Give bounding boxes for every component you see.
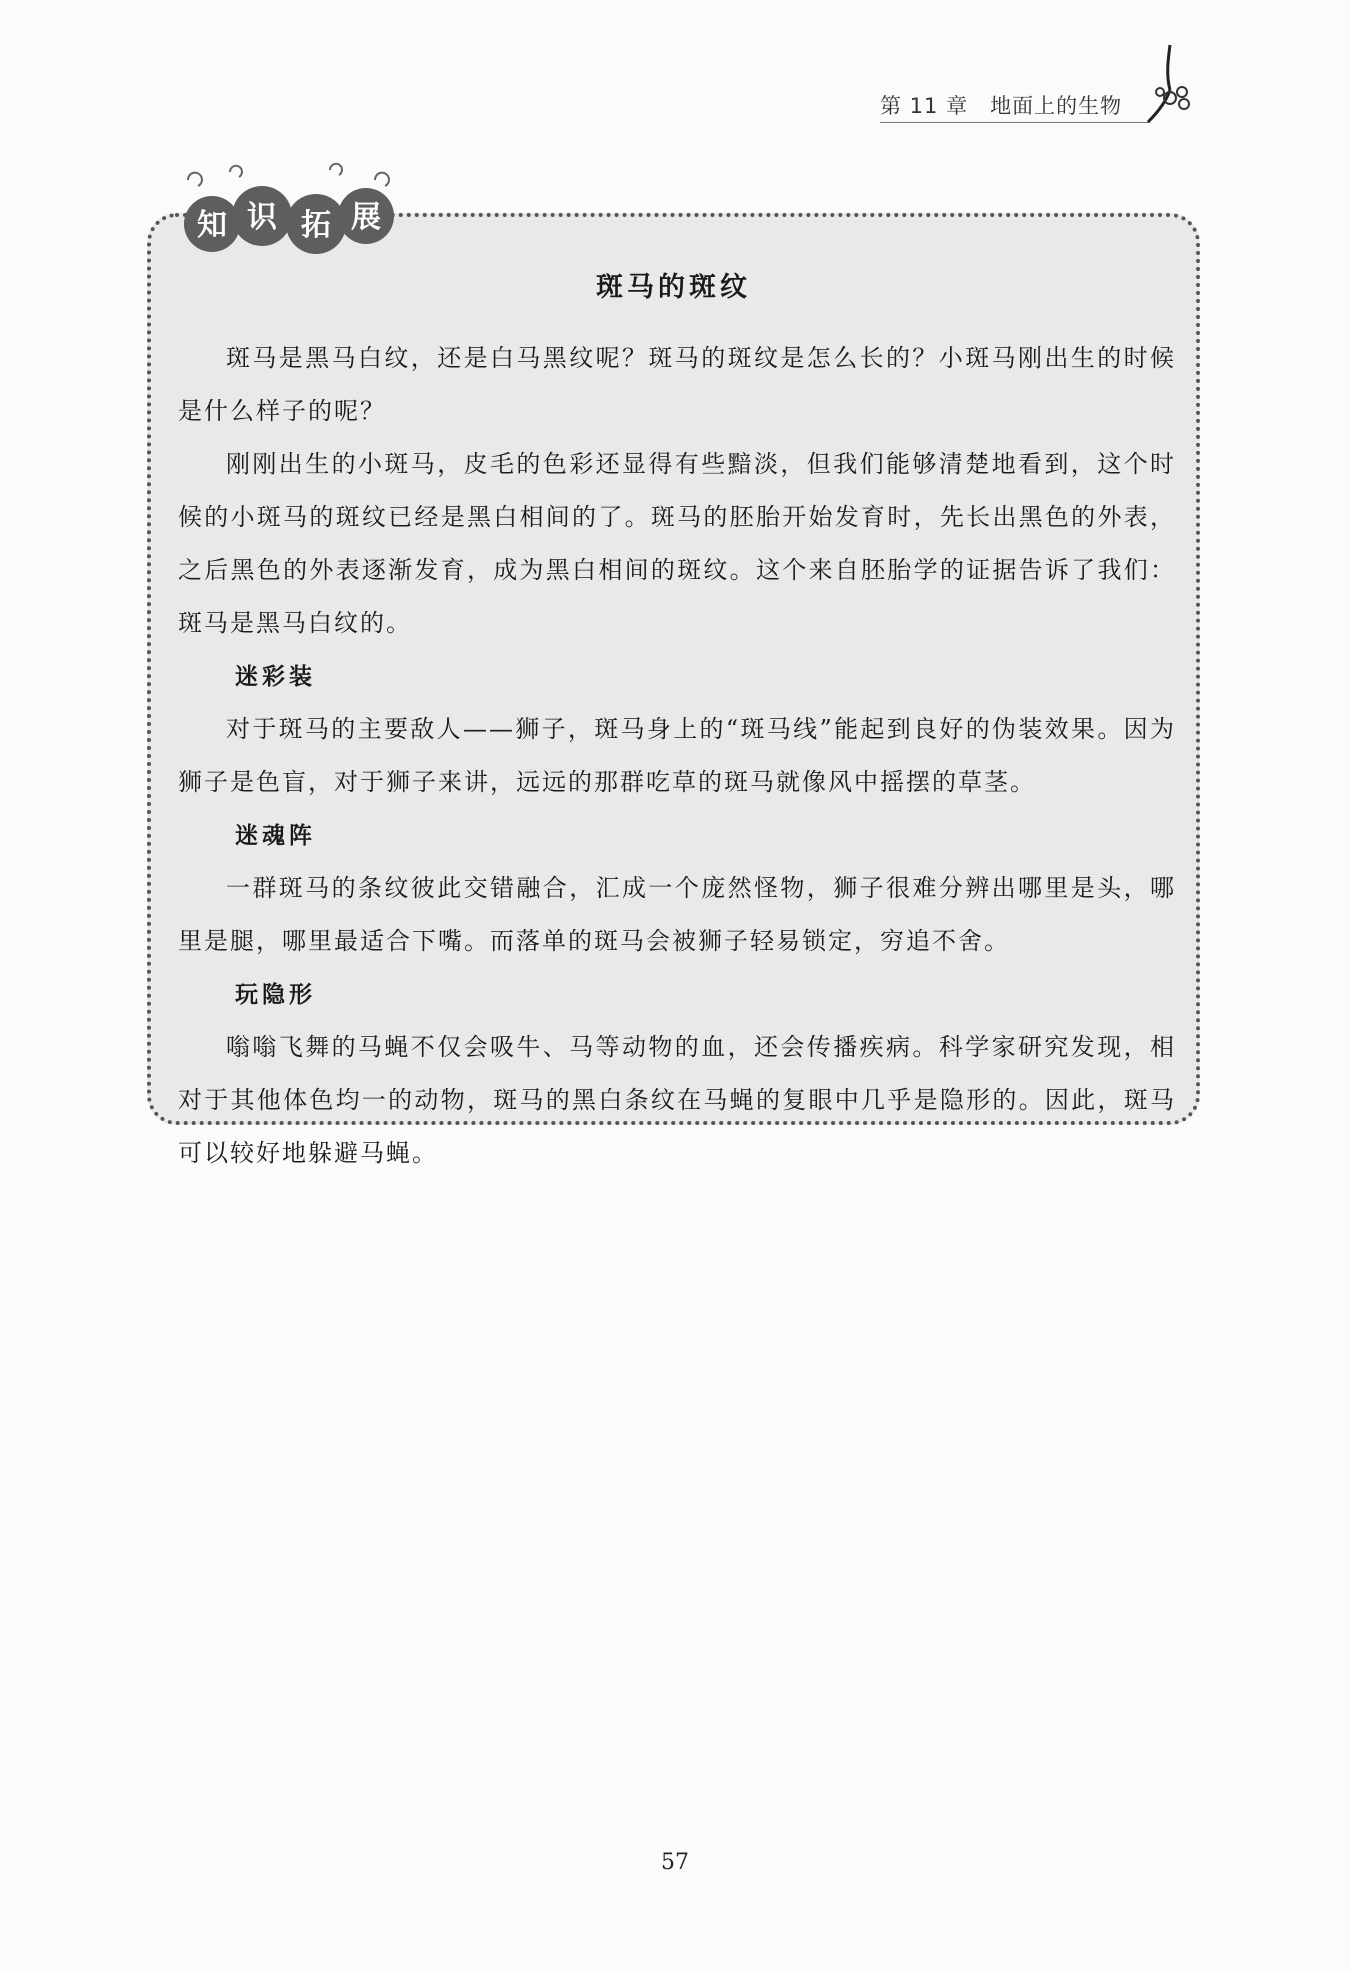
floral-ornament-icon	[1140, 40, 1200, 130]
knowledge-extension-badge	[170, 158, 400, 268]
badge-char: 识	[247, 200, 277, 235]
swirl-decoration-icon	[188, 164, 389, 186]
paragraph: 刚刚出生的小斑马，皮毛的色彩还显得有些黯淡，但我们能够清楚地看到，这个时候的小斑马的斑纹已经是黑白相间的了。斑马的胚胎开始发育时，先长出黑色的外表，之后黑色的外表逐渐发育，成为黑白相间的斑纹。这个来自胚胎学的证据告诉了我们：斑马是黑马白纹的。	[178, 450, 1176, 637]
article-title: 斑马的斑纹	[596, 272, 751, 303]
section-heading: 迷彩装	[235, 663, 316, 690]
paragraph: 嗡嗡飞舞的马蝇不仅会吸牛、马等动物的血，还会传播疾病。科学家研究发现，相对于其他体色均一的动物，斑马的黑白条纹在马蝇的复眼中几乎是隐形的。因此，斑马可以较好地躲避马蝇。	[178, 1033, 1176, 1167]
paragraph: 对于斑马的主要敌人——狮子，斑马身上的“斑马线”能起到良好的伪装效果。因为狮子是色盲，对于狮子来讲，远远的那群吃草的斑马就像风中摇摆的草茎。	[178, 715, 1176, 796]
page-number: 57	[661, 1850, 689, 1875]
article-body	[178, 332, 1176, 1180]
section-heading: 玩隐形	[235, 981, 316, 1008]
badge-char: 知	[197, 208, 227, 243]
badge-char: 拓	[301, 208, 331, 243]
paragraph: 斑马是黑马白纹，还是白马黑纹呢？斑马的斑纹是怎么长的？小斑马刚出生的时候是什么样子的呢？	[178, 344, 1176, 425]
section-heading: 迷魂阵	[235, 822, 316, 849]
chapter-title: 第 11 章 地面上的生物	[880, 94, 1123, 118]
paragraph: 一群斑马的条纹彼此交错融合，汇成一个庞然怪物，狮子很难分辨出哪里是头，哪里是腿，哪里最适合下嘴。而落单的斑马会被狮子轻易锁定，穷追不舍。	[178, 874, 1176, 955]
running-header	[880, 82, 1150, 123]
badge-char: 展	[351, 200, 381, 235]
